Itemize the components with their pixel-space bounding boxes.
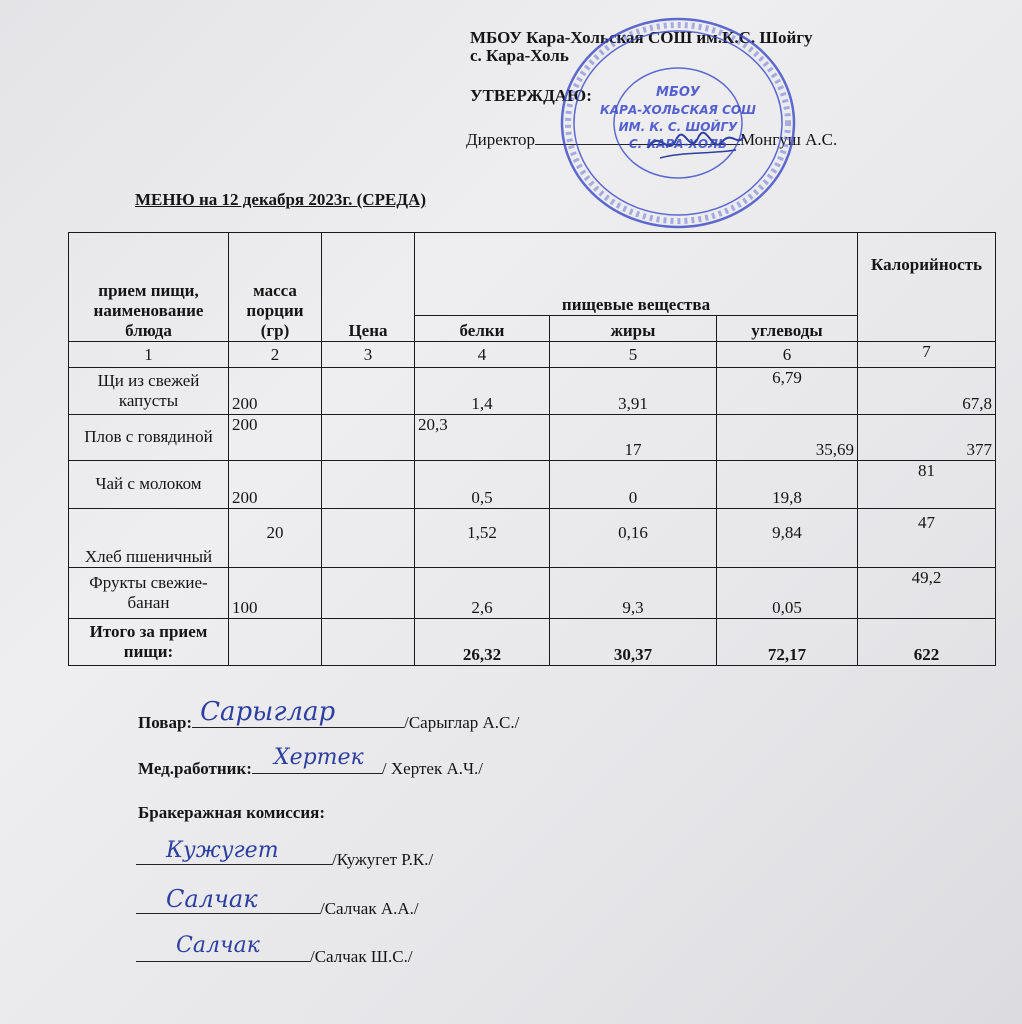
dish-mass: 20 [229,508,322,567]
stamp-line-2: КАРА-ХОЛЬСКАЯ СОШ [600,103,756,117]
commission-label: Бракеражная комиссия: [138,803,325,822]
dish-price [322,508,415,567]
dish-name: Чай с молоком [69,460,229,508]
dish-carbs: 35,69 [717,414,858,460]
col-number: 2 [229,342,322,368]
dish-protein: 20,3 [415,414,550,460]
dish-price [322,367,415,414]
dish-price [322,460,415,508]
member-handwriting: Кужугет [166,838,279,863]
total-mass [229,618,322,665]
dish-carbs: 0,05 [717,567,858,618]
director-signature-icon [640,118,750,168]
stamp-line-3: ИМ. К. С. ШОЙГУ [618,120,738,134]
col-number: 6 [717,342,858,368]
director-name: Монгуш А.С. [739,130,838,149]
table-row [69,508,996,567]
col-number: 5 [550,342,717,368]
commission-member [136,838,434,870]
dish-price [322,414,415,460]
med-name: / Хертек А.Ч./ [381,759,484,778]
dish-protein: 2,6 [415,567,550,618]
dish-name: Фрукты свежие-банан [69,567,229,618]
cook-name: /Сарыглар А.С./ [404,713,520,732]
table-row [69,367,996,414]
table-row [69,414,996,460]
dish-fat: 0,16 [550,508,717,567]
dish-carbs: 19,8 [717,460,858,508]
dish-carbs: 6,79 [717,367,858,414]
dish-price [322,567,415,618]
member-handwriting: Салчак [166,885,258,913]
dish-protein: 1,52 [415,508,550,567]
stamp-line-4: С. КАРА-ХОЛЬ [628,137,728,151]
dish-fat: 3,91 [550,367,717,414]
dish-mass: 200 [229,414,322,460]
total-row [69,618,996,665]
col-number: 7 [858,342,996,368]
director-label: Директор [466,130,535,149]
dish-calories: 81 [858,460,996,508]
total-calories: 622 [858,618,996,665]
total-carbs: 72,17 [717,618,858,665]
school-name: МБОУ Кара-Хольская СОШ им.К.С. Шойгу [470,28,813,47]
column-numbers-row [69,342,996,368]
approve-label: УТВЕРЖДАЮ: [470,86,592,105]
member-name: /Салчак Ш.С./ [310,947,413,966]
commission-member [136,933,413,967]
header-mass: масса порции (гр) [229,233,322,342]
header-carbs: углеводы [717,315,858,342]
cook-signature [138,697,520,733]
med-signature-line [252,745,382,774]
dish-fat: 9,3 [550,567,717,618]
menu-title: МЕНЮ на 12 декабря 2023г. (СРЕДА) [135,190,426,209]
dish-calories: 47 [858,508,996,567]
member-signature-line [136,838,332,865]
dish-name: Щи из свежей капусты [69,367,229,414]
cook-handwriting: Сарыглар [200,697,336,727]
med-handwriting: Хертек [273,745,364,770]
dish-name: Хлеб пшеничный [69,508,229,567]
total-fat: 30,37 [550,618,717,665]
header-nutrients: пищевые вещества [415,233,858,316]
col-number: 4 [415,342,550,368]
med-signature [138,745,484,779]
dish-mass: 200 [229,460,322,508]
header-price: Цена [322,233,415,342]
school-village: с. Кара-Холь [470,46,569,65]
total-price [322,618,415,665]
header-calories: Калорийность [858,233,996,342]
member-signature-line [136,933,310,962]
cook-signature-line [192,697,404,728]
dish-fat: 0 [550,460,717,508]
stamp-line-1: МБОУ [656,85,700,100]
dish-calories: 67,8 [858,367,996,414]
header-protein: белки [415,315,550,342]
cook-label: Повар: [138,713,193,732]
dish-protein: 0,5 [415,460,550,508]
commission-member [136,885,419,919]
col-number: 1 [69,342,229,368]
dish-carbs: 9,84 [717,508,858,567]
dish-name: Плов с говядиной [69,414,229,460]
col-number: 3 [322,342,415,368]
table-row [69,567,996,618]
member-name: /Кужугет Р.К./ [332,850,434,869]
header-fat: жиры [550,315,717,342]
dish-fat: 17 [550,414,717,460]
total-label: Итого за прием пищи: [69,618,229,665]
dish-protein: 1,4 [415,367,550,414]
table-row [69,460,996,508]
dish-mass: 100 [229,567,322,618]
dish-calories: 49,2 [858,567,996,618]
member-name: /Салчак А.А./ [320,899,419,918]
med-label: Мед.работник: [138,759,252,778]
member-signature-line [136,885,320,914]
header-meal: прием пищи, наименование блюда [69,233,229,342]
dish-mass: 200 [229,367,322,414]
total-protein: 26,32 [415,618,550,665]
dish-calories: 377 [858,414,996,460]
menu-table [68,232,996,666]
member-handwriting: Салчак [176,933,260,958]
